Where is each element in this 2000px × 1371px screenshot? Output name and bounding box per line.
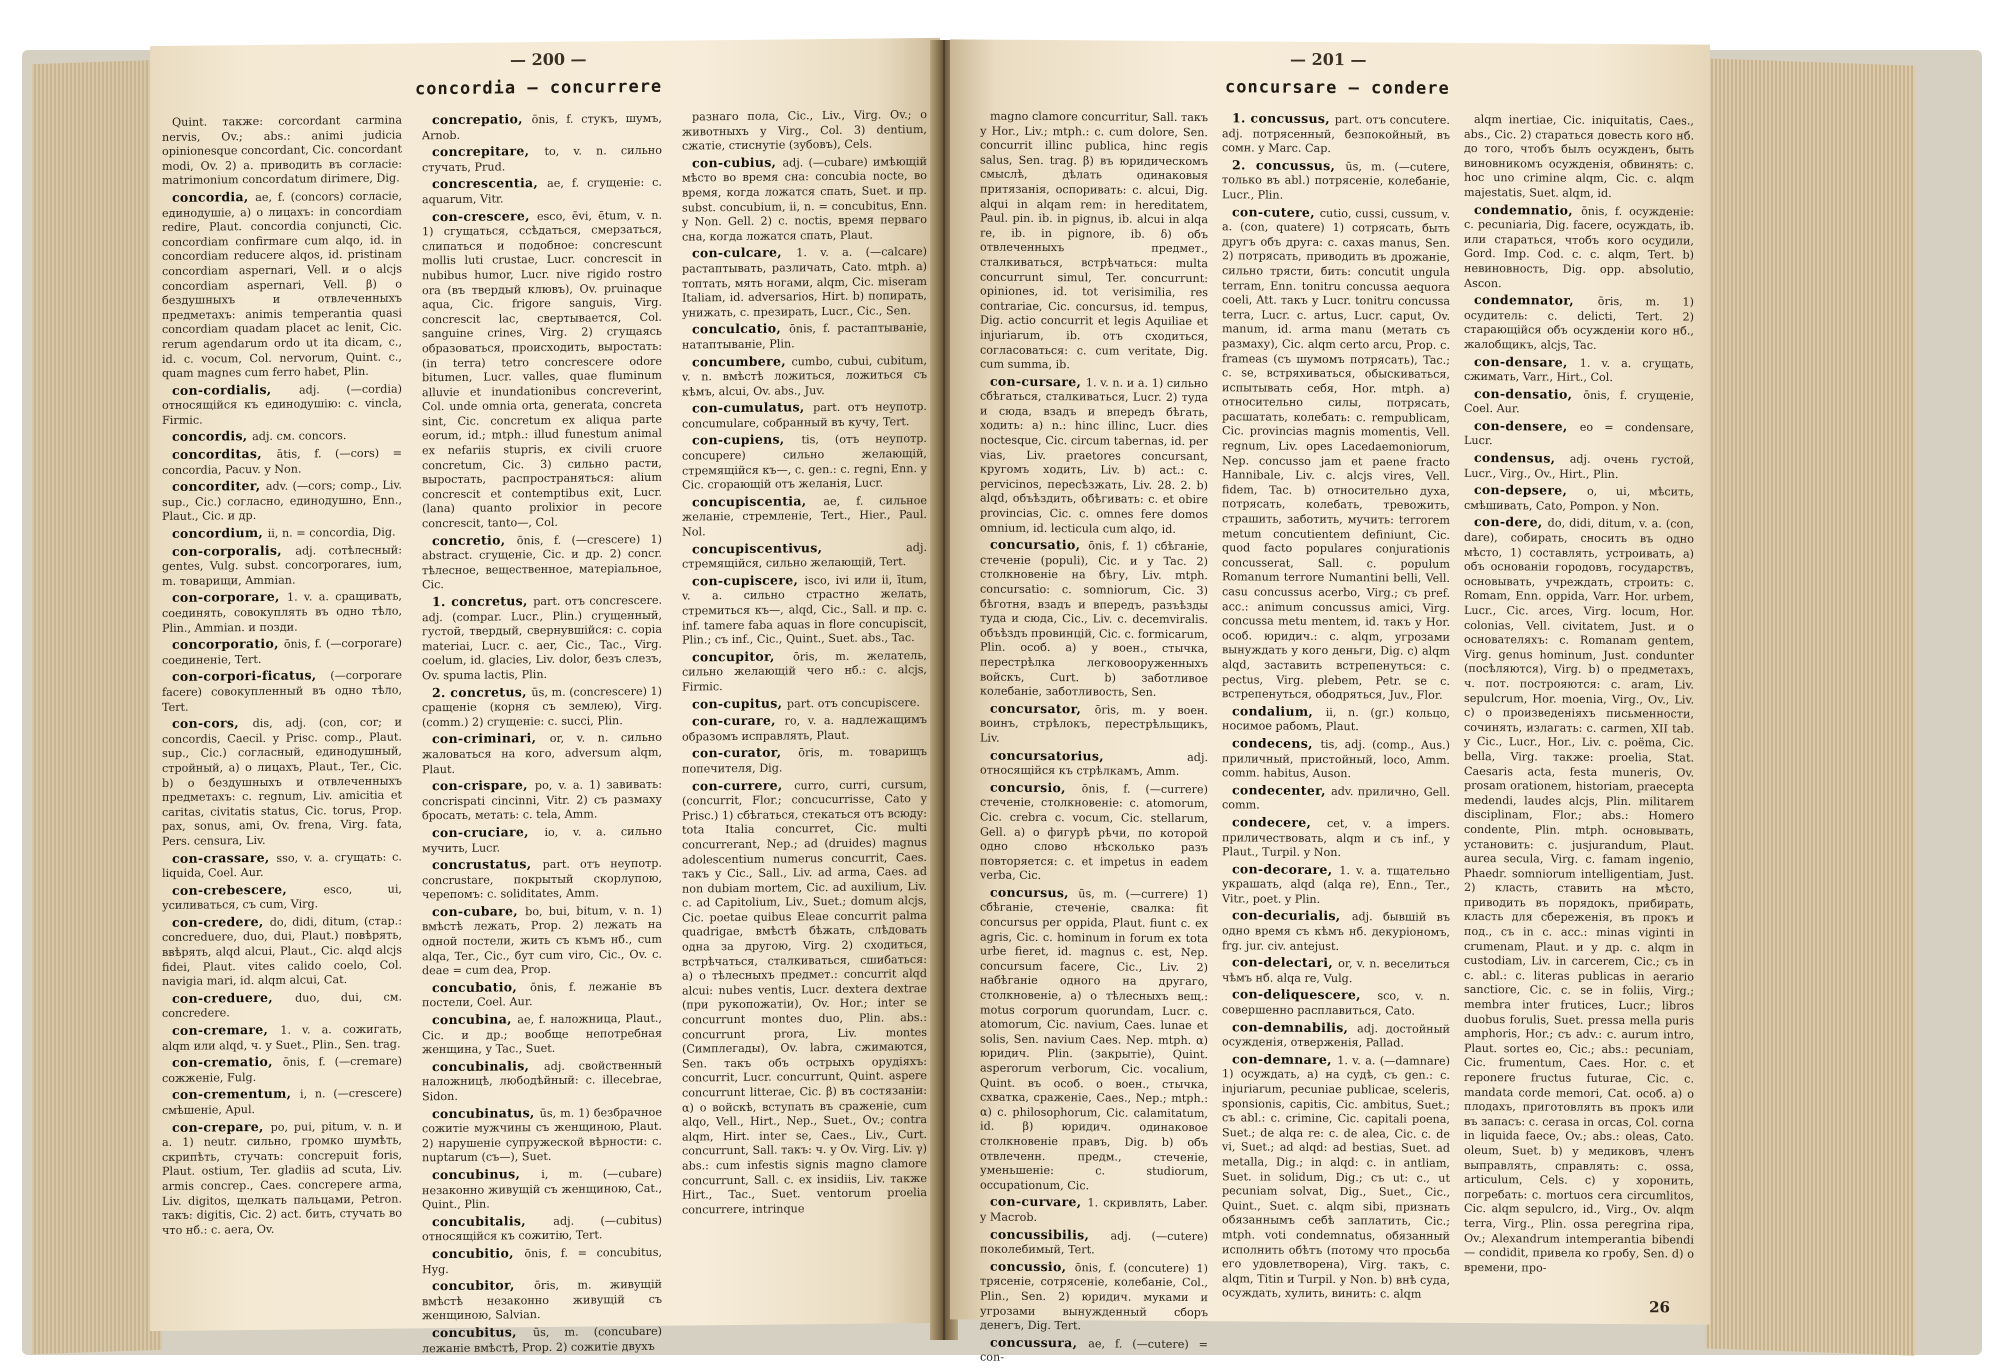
entry-headword: concursatorius, — [990, 747, 1188, 764]
entry-headword: 2. concussus, — [1232, 157, 1346, 173]
entry-headword: concubitor, — [432, 1277, 535, 1294]
entry-definition: adv. прилично, Gell. comm. — [1222, 784, 1450, 812]
entry-definition: magno clamore concurritur, Sall. такъ у Hor., Liv.; mtph.: c. cum dolore, Sen. concurrit illinc publica, hinc regis salus, Sen. trag. β) въ юридическомъ смыслѣ, дѣлать одинаковыя притязанія, оспоривать: c. alcui, Dig. alqui in alqam rem: in hereditatem, Paul. pin. ib. in pignus, ib. alcui in alqa re, ib. in pignore, ib. δ) объ отвлеченныхъ предмет., сталкиваться, встрѣчаться: multa concurrunt simul, Ter. concurrunt: opiniones, id. tot verisimilia, res contrariae, Cic. concursus, id. tempus, Dig. actio concurrit et legis Aquiliae et injuriarum, ib. отъ сходиться, согласоваться: c. cum veritate, Dig. cum summa, ib. — [980, 109, 1208, 372]
entry-definition: sso, v. a. сгущать: c. liquida, Coel. Aur. — [162, 849, 402, 881]
entry-headword: con-cupiens, — [692, 431, 802, 448]
entry-headword: con-cupitus, — [692, 695, 787, 712]
dictionary-entry — [422, 175, 662, 208]
dictionary-entry — [422, 1213, 662, 1246]
right-column-1 — [980, 109, 1208, 1365]
entry-definition: part. отъ concutere. adj. потрясенный, безпокойный, въ сомн. y Marc. Cap. — [1222, 113, 1450, 156]
entry-definition: adj. очень густой, Lucr., Virg., Ov., Hirt., Plin. — [1464, 452, 1694, 481]
entry-headword: 1. concussus, — [1232, 110, 1335, 127]
entry-definition: ātis, f. (—cors) = concordia, Pacuv. y Non. — [162, 446, 403, 477]
dictionary-entry — [422, 730, 662, 777]
left-column-3 — [682, 108, 927, 1306]
entry-headword: concorditas, — [172, 445, 277, 462]
dictionary-entry — [1222, 704, 1450, 736]
entry-headword: con-cupiscere, — [692, 572, 805, 589]
entry-definition: 1. v. a. (—calcare) растаптывать, различать, Cato. mtph. a) топтать, мять ногами, alqm, Cic. miseram Italiam, id. adversarios, Hirt. b) попирать, унижать, c. презирать, Lucr., Cic., Sen. — [682, 245, 927, 320]
dictionary-entry — [422, 531, 662, 593]
dictionary-entry — [682, 154, 927, 245]
dictionary-entry — [422, 1166, 662, 1213]
dictionary-entry — [162, 381, 402, 428]
entry-headword: concrepatio, — [432, 111, 532, 128]
entry-definition: ōris, m. товарищъ попечителя, Dig. — [682, 745, 928, 776]
entry-definition: o, ui, мѣсить, смѣшивать, Cato, Pompon. y Non. — [1464, 485, 1694, 514]
dictionary-entry — [422, 1277, 662, 1324]
dictionary-entry — [162, 1118, 402, 1238]
entry-definition: ōnis, f. (—crescere) 1) abstract. сгущеніе, Cic. и др. 2) concr. тѣлесное, вещественное, матеріальное, Cic. — [422, 532, 662, 592]
dictionary-entry — [682, 648, 927, 695]
dictionary-entry — [422, 207, 662, 532]
entry-headword: concumbere, — [692, 352, 792, 369]
left-column-2 — [422, 111, 663, 1355]
entry-definition: ōnis, f. 1) сбѣганіе, стеченіе (populi), Cic. и y Tac. 2) столкновеніе на бѣгу, Liv. mtph. concursatio: c. somniorum, Cic. 3) бѣготня, взадъ и впередъ, разъѣзды туда и сюда, Cic., Liv. c. decemviralis. объѣздъ провинцій, Cic. c. formicarum, Plin. особ. a) у воен., стычка, перестрѣлка легковооруженныхъ войскъ, Curt. b) заботливое колебаніе, заботливость, Sen. — [980, 539, 1208, 699]
entry-headword: concussio, — [990, 1258, 1075, 1274]
entry-headword: con-cruciare, — [432, 823, 545, 841]
entry-definition: adj. (—cubitus) относящійся къ сожитію, Tert. — [422, 1213, 662, 1244]
entry-headword: concretio, — [432, 531, 517, 548]
entry-definition: adj. (—cubare) имѣющій мѣсто во время сна: concubia nocte, во время, когда ложатся спать, Suet. и пр. subst. concubium, ii, n. = concubitus, Enn. y Non. Gell. 2) c. noctis, время перваго сна, когда ложатся спать, Plaut. — [682, 154, 927, 244]
dictionary-entry — [1222, 1020, 1450, 1052]
dictionary-entry — [1222, 158, 1450, 204]
entry-definition: isco, ivi или ii, ītum, v. a. сильно страстно желать, стремиться къ—, alqd, Cic., Sall. и пр. c. inf. tamere faba aquas in flore concupiscit, Plin.; съ inf., Cic., Quint., Suet. abs., Tac. — [682, 572, 927, 647]
entry-headword: condecere, — [1232, 814, 1328, 830]
entry-definition: ae, f. сильное желаніе, стремленіе, Tert., Hier., Paul. Nol. — [682, 493, 927, 539]
dictionary-entry — [422, 1104, 662, 1166]
entry-definition: adj. свойственный наложницѣ, любодѣйный: c. illecebrae, Sidon. — [422, 1058, 662, 1104]
entry-headword: concursio, — [990, 779, 1082, 795]
entry-definition: or, v. n. веселиться чѣмъ нб. alqa re, Vulg. — [1222, 957, 1450, 986]
entry-definition: ōris, m. живущій вмѣстѣ незаконно живущій съ женщиною, Salvian. — [422, 1277, 662, 1323]
entry-headword: con-creduere, — [172, 989, 296, 1006]
entry-headword: 1. concretus, — [432, 593, 534, 610]
dictionary-entry — [422, 1324, 662, 1357]
dictionary-entry — [682, 431, 927, 493]
entry-definition: ae, f. наложница, Plaut., Cic. и др.; вообще непотребная женщина, у Tac., Suet. — [422, 1011, 662, 1057]
dictionary-entry — [980, 1227, 1208, 1259]
entry-headword: concubitus, — [432, 1324, 533, 1341]
entry-definition: adj. стремящійся, сильно желающій, Tert. — [682, 540, 927, 571]
entry-definition: ae, f. (—cutere) = con- — [980, 1336, 1208, 1365]
entry-definition: ūs, m. (concrescere) 1) сращеніе (корня съ землею), Virg. (comm.) 2) сгущеніе: c. succi, Plin. — [422, 684, 663, 730]
dictionary-entry — [1222, 111, 1450, 157]
dictionary-entry — [980, 1335, 1208, 1367]
dictionary-entry — [682, 493, 927, 540]
dictionary-entry — [682, 540, 927, 573]
dictionary-entry — [162, 849, 402, 882]
entry-definition: bo, bui, bitum, v. n. 1) вмѣстѣ лежать, Prop. 2) лежать на одной постели, жить съ къмъ нб., cum alqa, Ter., Cic., бут cum viro, Cic., Ov. c. deae = cum dea, Prop. — [422, 903, 662, 978]
dictionary-entry — [422, 143, 662, 176]
dictionary-entry — [1464, 419, 1694, 451]
entry-definition: ūs, m. (—currere) 1) сбѣганіе, стеченіе, свалка: fit concursus per oppida, Plaut. fiunt c. ex agris, Cic. c. hominum in forum ex tota urbe fieret, id. magnus c. est, Nep. concursum facere, Cic., Liv. 2) набѣганіе одного на другаго, столкновеніе, а) о тѣлесныхъ вещ.: motus corporum quorundam, Lucr. c. atomorum, Cic. navium, Caes. lunae et solis, Sen. navium Caes. Nep. mtph. α) юридич. Plin. (закрытіе), Quint. asperorum verborum, Cic. vocalium, Quint. въ особ. о воен., стычка, схватка, сраженіе, Caes., Nep.; mtph.: α) c. philosophorum, Cic. calamitatum, id. β) юридич. одинаковое столкновеніе правъ, Dig. b) объ отвлеченн. предм., стеченіе, уменьшеніе: c. studiorum, occupationum, Cic. — [980, 887, 1208, 1193]
entry-definition: ōnis, f. осужденіе: c. pecuniaria, Dig. facere, осуждать, ib. или стараться, чтобъ кого осудили, Gord. Imp. Cod. c. c. alqm, Tert. b) невиновность, Dig. opp. absolutio, Ascon. — [1464, 204, 1694, 290]
dictionary-entry — [422, 111, 662, 144]
entry-definition: adv. (—cors; comp., Liv. sup., Cic.) согласно, единодушно, Enn., Plaut., Cic. и др. — [162, 478, 402, 524]
entry-headword: condecenter, — [1232, 782, 1332, 798]
entry-headword: concordia, — [172, 189, 256, 205]
entry-definition: part. отъ concrescere. adj. (compar. Lucr., Plin.) сгущенный, густой, твердый, свернувшійся: c. copia materiai, Lucr. c. aer, Cic., Tac., Virg. coelum, id. glacies, Liv. dolor, безъ слезъ, Ov. spuma lactis, Plin. — [422, 593, 662, 683]
dictionary-entry — [162, 525, 402, 543]
entry-definition: or, v. n. сильно жаловаться на кого, adversum alqm, Plaut. — [422, 731, 662, 776]
dictionary-entry — [980, 110, 1208, 374]
entry-headword: condemnator, — [1474, 292, 1598, 308]
entry-definition: part. отъ неупотр. concrustare, покрытый скорлупою, черепомъ: c. soliditates, Amm. — [422, 856, 662, 902]
entry-definition: adj. (—cordia) относящійся къ единодушію: c. vincla, Firmic. — [162, 382, 402, 427]
dictionary-entry — [1464, 515, 1694, 1276]
entry-definition: adj. относящійся къ стрѣлкамъ, Amm. — [980, 750, 1208, 779]
entry-definition: ōris, m. 1) осудитель: c. delicti, Tert. 2) старающійся объ осужденіи кого нб., жалобщикъ, alcjs, Tac. — [1464, 294, 1694, 352]
entry-headword: con-cremare, — [172, 1021, 281, 1038]
entry-definition: i, n. (—crescere) смѣшеніе, Apul. — [162, 1086, 403, 1118]
entry-headword: concubitio, — [432, 1245, 525, 1262]
entry-headword: con-demnabilis, — [1232, 1018, 1358, 1035]
entry-definition: adj. (—cutere) поколебимый, Tert. — [980, 1228, 1208, 1257]
dictionary-entry — [980, 374, 1208, 537]
entry-definition: 1. v. a. тщательно украшать, alqd (alqa re), Enn., Ter., Vitr., poet. y Plin. — [1222, 863, 1451, 906]
entry-definition: to, v. n. сильно стучать, Prud. — [422, 143, 662, 175]
entry-headword: con-curator, — [692, 744, 799, 761]
dictionary-entry — [162, 1022, 402, 1055]
entry-headword: con-corporalis, — [172, 542, 296, 559]
entry-definition: ūs, m. (—cutere, только въ abl.) потрясеніе, колебаніе, Lucr., Plin. — [1222, 159, 1450, 202]
entry-headword: concupiscentivus, — [692, 538, 907, 557]
entry-definition: 1. v. n. и a. 1) сильно сбѣгаться, сталкиваться, Lucr. 2) туда и сюда, взадъ и впередъ бѣгать, ходить: a) n.: hinc illinc, Lucr. dies noctesque, Cic. circum tabernas, id. per vias, Liv. praetores concursant, кругомъ ходить, Liv. b) act.: c. pervicinos, пересѣзжать, Liv. 28. 2. b) alqd, объѣздить, обѣгивать: c. et obire provincias, Cic. c. omnes fere domos omnium, id. lecticula cum alqo, id. — [980, 375, 1208, 536]
entry-definition: adj. бывшій въ одно время съ кѣмъ нб. декуріономъ, frg. jur. civ. antejust. — [1222, 910, 1450, 953]
entry-definition: 1. v. a. сгущать, сжимать, Varr., Hirt., Col. — [1464, 356, 1694, 385]
entry-headword: concrepitare, — [432, 143, 545, 160]
entry-definition: i, m. (—cubare) незаконно живущій съ женщиною, Cat., Quint., Plin. — [422, 1166, 662, 1212]
entry-headword: concursator, — [990, 700, 1095, 717]
entry-definition: ōnis, f. (concutere) 1) трясеніе, сотрясеніе, колебаніе, Col., Plin., Sen. 2) юридич. муками и угрозами вынужденный сборъ денегъ, Dig. Tert. — [980, 1260, 1208, 1333]
dictionary-entry — [980, 701, 1208, 747]
dictionary-entry — [162, 668, 402, 715]
entry-definition: part. отъ неупотр. concumulare, собранный въ кучу, Tert. — [682, 400, 927, 431]
dictionary-entry — [682, 744, 927, 777]
dictionary-entry — [682, 399, 927, 432]
dictionary-entry — [162, 989, 402, 1022]
entry-headword: con-decorare, — [1232, 861, 1340, 877]
dictionary-entry — [1222, 815, 1450, 861]
entry-definition: adj. достойный осужденія, отверженія, Pallad. — [1222, 1021, 1450, 1050]
entry-definition: 1. v. a. сращивать, соединять, совокуплять въ одно тѣло, Plin., Ammian. и позди. — [162, 589, 402, 635]
dictionary-entry — [422, 856, 662, 903]
dictionary-entry — [162, 113, 402, 188]
dictionary-entry — [980, 748, 1208, 780]
entry-definition: cutio, cussi, cussum, v. a. (con, quatere) 1) сотрясать, быть другъ объ друга: c. caxas manus, Sen. 2) потрясать, приводить въ дрожаніе, сильно трясти, бить: concutit ungula terram, Enn. tonitru concussa aequora coeli, Att. такъ у Lucr. tonitru concussa terra, Lucr. c. artus, Lucr. caput, Ov. manum, id. arma manu (метать съ размаху), Cic. alqm certo arcu, Prop. c. frameas (съ шумомъ потрясать), Tac.; c. se, встряхиваться, обыскиваться, испытывать себя, Hor. mtph. a) относительно силы, потрясать, расшатать, колебать: c. rempublicam, Cic. provincias magnis momentis, Vell. regnum, Liv. opes Lacedaemoniorum, Nep. concusso jam et paene fracto Hannibale, Liv. c. alcjs vires, Vell. fidem, Tac. b) относительно духа, потрясать, колебать, тревожить, страшить, заботить, мучить: terrorem metum concutientem definiunt, Cic. quod facto populares conjurationis concusserat, Sall. c. populum Romanum terrore Numantini belli, Vell. casu concussus acerbo, Virg.; съ pref. acc.: animum concussus amici, Virg. concussa metu mentem, id. такъ у Hor. особ. юридич.: c. alqm, угрозами вынуждать у кого деньги, Dig. c) alqm alqd, заставить встрепенуться: c. pectus, Virg. plebem, Petr. se c. встрепенуться, ободряться, Juv., Flor. — [1222, 206, 1451, 702]
entry-headword: con-culcare, — [692, 244, 797, 261]
dictionary-entry — [422, 777, 662, 824]
dictionary-entry — [1464, 483, 1694, 515]
dictionary-entry — [162, 542, 402, 589]
dictionary-entry — [422, 1011, 662, 1058]
dictionary-entry — [162, 188, 402, 381]
entry-definition: 1. v. a. (—damnare) 1) осуждать, а) на судѣ, съ gen.: c. injuriarum, pecuniae publicae, sceleris, sponsionis, capitis, Cic. ambitus, Suet.; съ abl.: c. crimine, Cic. capitali poena, Suet.; de alqa re: c. de alea, Cic. c. de vi, Suet.; ad alqd: ad bestias, Suet. ad metalla, Dig.; in alqd: c. in antliam, Suet. in solidum, Dig.; съ ut: c., ut pecuniam solvat, Dig., Suet., Cic., Quint., Suet. c. alqm sibi, признать обязаннымъ себѣ заплатить, Cic.; mtph. voti condemnatus, обязанный исполнить обѣтъ (потому что просьба его удовлетворена), Virg. такъ, c. alqm, Titin и Turpil. у Non. b) внѣ суда, осуждать, хулить, винить: c. alqm — [1222, 1053, 1450, 1301]
entry-headword: concussibilis, — [990, 1226, 1111, 1242]
entry-headword: con-crematio, — [172, 1053, 283, 1071]
entry-headword: condalium, — [1232, 703, 1326, 719]
entry-definition: esco, ui, усиливаться, съ cum, Virg. — [162, 882, 402, 913]
entry-definition: ōnis, f. (—cremare) сожженіе, Fulg. — [162, 1054, 402, 1085]
right-running-head: concursare – condere — [1225, 77, 1450, 99]
entry-headword: con-currere, — [692, 776, 795, 793]
dictionary-entry — [980, 538, 1208, 701]
entry-definition: dis, adj. (con, cor; и concordis, Caecil. y Prisc. comp., Plaut. sup., Cic.) согласный, единодушный, стройный, а) о лицахъ, Plaut., Ter., Cic. b) о бездушныхъ и отвлеченныхъ предметахъ: c. regnum, Liv. amicitia et caritas, civitatis status, Cic. torus, Prop. pax, sonus, ami, Ov. frena, Virg. fata, Pers. censura, Liv. — [162, 715, 402, 848]
entry-headword: concupitor, — [692, 648, 794, 665]
entry-definition: ōnis, f. (—currere) стеченіе, столкновеніе: c. atomorum, Cic. crebra c. vocum, Cic. stellarum, Gell. a) о фигурѣ рѣчи, по которой одно слово нѣсколько разъ повторяется: c. et impetus in eadem verba, Cic. — [980, 781, 1208, 883]
entry-headword: con-cors, — [172, 715, 253, 732]
entry-headword: con-corpori-ficatus, — [172, 667, 331, 685]
entry-definition: ūs, m. (concubare) лежаніе вмѣстѣ, Prop. 2) сожитіе двухъ — [422, 1324, 662, 1355]
entry-definition: Quint. также: corcordant carmina nervis, Ov.; abs.: animi judicia opinionesque concordant, Cic. concordant modi, Ov. 2) а. приводить въ согласіе: matrimonium concordatum dirimere, Dig. — [162, 113, 402, 188]
dictionary-entry — [162, 881, 402, 914]
entry-headword: con-criminari, — [432, 730, 550, 747]
entry-headword: con-corporare, — [172, 589, 287, 606]
entry-headword: concubatio, — [432, 978, 531, 996]
entry-definition: разнаго пола, Cic., Liv., Virg. Ov.; о животныхъ у Virg., Col. 3) dentium, сжатіе, стиснутіе (зубовъ), Cels. — [682, 107, 927, 153]
dictionary-entry — [1222, 205, 1450, 704]
entry-definition: sco, v. n. совершенно расплавиться, Cato. — [1222, 989, 1450, 1018]
dictionary-entry — [162, 636, 402, 669]
entry-headword: con-demnare, — [1232, 1051, 1338, 1067]
dictionary-entry — [1222, 909, 1450, 955]
right-column-3 — [1464, 113, 1694, 1305]
entry-definition: tis, (отъ неупотр. concupere) сильно желающій, стремящійся къ—, c. gen.: c. regni, Enn. y Cic. сгорающій отъ желанія, Lucr. — [682, 432, 927, 492]
dictionary-entry — [682, 777, 927, 1218]
dictionary-entry — [682, 352, 927, 399]
dictionary-entry — [980, 1259, 1208, 1335]
dictionary-entry — [422, 593, 662, 684]
entry-definition: curro, curri, cursum, (concurrit, Flor.; concucurrisse, Cato y Prisc.) 1) сбѣгаться, стекаться отъ всюду: tota Italia concurret, Cic. multi concurrerant, Nep.; ad (druides) magnus adolescentium numerus concurrit, Caes. такъ у Cic., Sall., Liv. ad arma, Caes. ad non dubiam mortem, Cic. ad auxilium, Liv. c. ad Capitolium, Liv., Suet.; domum alcjs, Cic. poetae quibus Eleae concurrit palma quadrigae, вмѣстѣ бѣжать, слѣдовать одна за другою, Virg. 2) сходиться, встрѣчаться, сталкиваться, сшибаться: а) о тѣлесныхъ предмет.: concurrit alqd alcui: nubes ventis, Lucr. dextera dextrae (при рукопожатіи), Ov. Hor.; inter se concurrunt montes duo, Plin. abs.: concurrunt prora, Liv. montes (Симплегады), Ov. labra, сжимаются, Sen. такъ объ острыхъ орудіяхъ: concurrit, Lucr. concurrunt, Quint. aspere concurrunt litterae, Cic. β) въ состязаніи: α) о войскѣ, вступать въ сраженіе, cum alqo, Vell., Hirt., Nep., Suet., Ov.; contra alqm, Hirt. inter se, Caes., Liv., Curt. concurrunt, Sall. такъ: ч. у Ov. Virg. Liv. γ) abs.: cum infestis signis magno clamore concurrunt, Sall. c. ex insidiis, Liv. также Hirt., Tac., Suet. ventorum proelia concurrere, intrinque — [682, 777, 928, 1217]
dictionary-entry — [682, 695, 927, 713]
dictionary-entry — [422, 1245, 662, 1278]
entry-definition: 1. скривлять, Laber. y Macrob. — [980, 1196, 1208, 1224]
dictionary-entry — [162, 913, 402, 989]
entry-headword: concupiscentia, — [692, 492, 824, 510]
dictionary-entry — [980, 885, 1208, 1194]
entry-headword: concordis, — [172, 428, 253, 445]
dictionary-entry — [682, 572, 927, 649]
entry-definition: ōris, m. у воен. воинъ, стрѣлокъ, перестрѣльщикъ, Liv. — [980, 703, 1208, 745]
entry-definition: ōnis, f. стукъ, шумъ, Arnob. — [422, 111, 662, 142]
entry-headword: con-cubare, — [432, 903, 526, 920]
entry-headword: concubinalis, — [432, 1057, 545, 1074]
dictionary-entry — [162, 589, 402, 636]
entry-headword: con-cordialis, — [172, 381, 299, 398]
entry-definition: eo = condensare, Lucr. — [1464, 420, 1694, 448]
left-column-1 — [162, 113, 402, 1311]
dictionary-entry — [162, 478, 402, 525]
entry-headword: concubinus, — [432, 1166, 542, 1183]
right-page-foot-number: 26 — [1649, 1298, 1670, 1317]
entry-headword: con-curvare, — [990, 1193, 1088, 1210]
entry-definition: do, didi, ditum, (стар.: concreduere, duo, dui, Plaut.) повѣрять, ввѣрять, alqd alcui, Plaut., Cic. alqd alcjs fidei, Plaut. vites calido coelo, Col. navigia mari, id. alqm alcui, Cat. — [162, 914, 402, 989]
entry-definition: (—corporare facere) совокупленный въ одно тѣло, Tert. — [162, 668, 402, 714]
entry-headword: con-credere, — [172, 913, 270, 930]
dictionary-entry — [1222, 862, 1450, 908]
entry-headword: concursus, — [990, 884, 1079, 901]
entry-headword: condecens, — [1232, 735, 1321, 751]
entry-headword: concursatio, — [990, 536, 1089, 553]
entry-headword: concubitalis, — [432, 1212, 554, 1229]
dictionary-entry — [1464, 293, 1694, 354]
entry-definition: duo, dui, см. concredere. — [162, 990, 402, 1021]
entry-definition: ūs, m. 1) безбрачное сожитіе мужчины съ женщиною, Plaut. 2) нарушеніе супружеской вѣрности: c. nuptarum (съ—), Suet. — [422, 1105, 662, 1165]
dictionary-entry — [1222, 988, 1450, 1020]
dictionary-entry — [422, 824, 662, 857]
entry-definition: ōnis, f. растаптываніе, натаптываніе, Plin. — [682, 321, 927, 352]
entry-headword: con-cutere, — [1232, 203, 1320, 220]
entry-headword: con-dere, — [1474, 514, 1548, 530]
dictionary-entry — [980, 780, 1208, 885]
dictionary-entry — [422, 979, 662, 1012]
dictionary-entry — [1464, 113, 1694, 202]
entry-definition: ae, f. сгущеніе: c. aquarum, Vitr. — [422, 176, 662, 207]
entry-headword: con-densere, — [1474, 417, 1580, 434]
dictionary-entry — [1464, 387, 1694, 419]
entry-headword: concubina, — [432, 1011, 518, 1028]
entry-definition: po, v. a. 1) завивать: concrispati cincinni, Vitr. 2) съ размаху бросать, метать: c. tela, Amm. — [422, 777, 662, 823]
entry-definition: adj. см. concors. — [252, 429, 347, 444]
dictionary-entry — [162, 1054, 402, 1087]
entry-headword: con-cubius, — [692, 154, 783, 171]
dictionary-entry — [682, 244, 927, 321]
entry-headword: concordium, — [172, 524, 268, 541]
left-running-head: concordia – concurrere — [415, 76, 663, 100]
entry-definition: ōnis, f. = concubitus, Hyg. — [422, 1245, 663, 1276]
dictionary-entry — [162, 715, 402, 850]
entry-definition: ōnis, f. (—corporare) соединеніе, Tert. — [162, 636, 402, 667]
dictionary-entry — [1222, 736, 1450, 782]
dictionary-entry — [980, 1195, 1208, 1227]
dictionary-entry — [162, 1086, 402, 1119]
entry-headword: conculcatio, — [692, 320, 790, 337]
entry-headword: con-crispare, — [432, 777, 535, 794]
entry-headword: con-deliquescere, — [1232, 986, 1378, 1003]
entry-definition: esco, ēvi, ētum, v. n. 1) сгущаться, ссѣдаться, смерзаться, слипаться и подобное: concrescunt mollis luti crustae, Lucr. concrescit in nubibus humor, Lucr. nive rigido rostro ora (въ твердый клювъ), Ov. pruinaque aqua, Cic. frigore sanguis, Virg. concrescit lac, свертывается, Col. sanguine crines, Virg. 2) сгущаясь образоваться, происходить, выростать: (in terra) tetro concrescere odore bitumen, Lucr. valles, quae fluminum alluvie et inundationibus concreverint, Col. unde omnia orta, generata, concreta sint, Cic. concretum ex aliqua parte eorum, id.; mtph.: illud funestum animal ex nefariis stupris, ex civili cruore concretum, Cic. 3) сильно расти, выростать, распространяться: alium concrescit et contemptibus exit, Lucr. (lana) quanto prolixior in pecore concrescit, tanto—, Col. — [422, 208, 663, 531]
entry-headword: con-densare, — [1474, 353, 1580, 370]
entry-definition: tis, adj. (comp., Aus.) приличный, пристойный, loco, Amm. comm. habitus, Auson. — [1222, 737, 1450, 781]
entry-definition: cet, v. a impers. приличествовать, alqm и съ inf., y Plaut., Turpil. у Non. — [1222, 816, 1450, 860]
entry-definition: ii, n. = concordia, Dig. — [267, 525, 396, 540]
entry-definition: 1. v. a. сожигать, alqm или alqd, ч. у Suet., Plin., Sen. trag. — [162, 1022, 403, 1053]
entry-definition: part. отъ concupiscere. — [786, 695, 920, 711]
left-page-edges — [32, 60, 162, 1355]
entry-headword: con-cumulatus, — [692, 399, 814, 416]
entry-headword: concorporatio, — [172, 635, 284, 653]
entry-headword: con-cursare, — [990, 373, 1086, 389]
entry-headword: con-crescere, — [432, 207, 537, 224]
entry-definition: alqm inertiae, Cic. iniquitatis, Caes., abs., Cic. 2) стараться довесть кого нб. до того, чтобъ былъ осужденъ, быть виновникомъ осужденія, обвинять: c. hoc uno crimine alqm, Cic. c. alqm majestatis, Suet. alqm, id. — [1464, 113, 1694, 200]
dictionary-entry — [422, 1058, 662, 1105]
dictionary-entry — [162, 428, 402, 446]
left-page — [150, 38, 940, 1355]
entry-headword: condemnatio, — [1474, 201, 1582, 218]
entry-definition: ōnis, f. лежаніе въ постели, Coel. Aur. — [422, 979, 662, 1010]
entry-definition: po, pui, pitum, v. n. и a. 1) neutr. сильно, громко шумѣть, скрипѣть, стучать: concrepuit foris, Plaut. ostium, Ter. gladiis ad scuta, Liv. armis concrep., Caes. concrepere arma, Liv. digitos, щелкать пальцами, Petron. такъ: digitis, Cic. 2) act. бить, стучать во что нб.: c. aera, Ov. — [162, 1119, 403, 1237]
dictionary-entry — [682, 712, 927, 745]
entry-headword: concussura, — [990, 1334, 1089, 1350]
entry-definition: adj. сотѣлесный: gentes, Vulg. subst. concorporares, ium, m. товарищи, Ammian. — [162, 543, 402, 588]
right-column-2 — [1222, 111, 1450, 1303]
dictionary-entry — [1222, 955, 1450, 987]
dictionary-entry — [162, 446, 402, 479]
entry-headword: con-crassare, — [172, 849, 277, 866]
entry-definition: cumbo, cubui, cubitum, v. n. вмѣстѣ ложиться, ложиться съ кѣмъ, alcui, Ov. abs., Juv. — [682, 353, 927, 399]
entry-definition: ro, v. a. надлежащимъ образомъ исправлять, Plaut. — [682, 713, 928, 744]
entry-definition: ōnis, f. сгущеніе, Coel. Aur. — [1464, 388, 1695, 416]
entry-headword: con-curare, — [692, 712, 785, 729]
entry-headword: concorditer, — [172, 478, 266, 495]
entry-headword: con-depsere, — [1474, 482, 1587, 499]
entry-headword: con-crepare, — [172, 1118, 271, 1135]
entry-headword: con-crebescere, — [172, 881, 324, 898]
dictionary-entry — [422, 683, 662, 730]
entry-headword: concrescentia, — [432, 175, 548, 192]
entry-headword: concrustatus, — [432, 856, 543, 873]
entry-headword: 2. concretus, — [432, 683, 532, 700]
dictionary-entry — [682, 108, 927, 154]
entry-headword: concubinatus, — [432, 1104, 540, 1121]
dictionary-entry — [1464, 202, 1694, 292]
dictionary-entry — [1464, 354, 1694, 386]
entry-definition: ōris, m. желатель, сильно желающій чего нб.: c. alcjs, Firmic. — [682, 648, 927, 694]
entry-definition: io, v. a. сильно мучить, Lucr. — [422, 824, 662, 855]
dictionary-entry — [422, 903, 662, 979]
entry-definition: do, didi, ditum, v. a. (con, dare), собирать, сносить въ одно мѣсто, 1) составлять, устроивать, а) объ основаніи городовъ, государствъ, основывать, учреждать, строить: c. Romam, Enn. oppida, Varr. Hor. urbem, Lucr., Cic. arces, Virg. locum, Hor. colonias, Vell. civitatem, Just. и о основателяхъ: c. Romanam gentem, Virg. genus hominum, Just. condunter (посѣляются), Virg. b) о предметахъ, ч. пот. построяются: c. aram, Liv. sepulcrum, Hor. moenia, Virg., Ov., Liv. c) о произведеніяхъ письменности, сочинять, излагать: c. carmen, XII tab. y Cic., Lucr., Hor., Liv. c. poёma, Cic. bella, Virg. также: proelia, Stat. Caesaris acta, festa muneris, Ov. prosam orationem, historiam, praecepta medendi, laudes alcjs, Plin. militarem disciplinam, Flor.; abs.: Homero condente, Plin. mtph. основывать, установить: c. jusjurandum, Plaut. aurea secula, Virg. c. famam ingenio, Phaedr. somniorum intelligentiam, Just. 2) класть, ставить на мѣсто, приводить въ порядокъ, прибирать, класть для сбереженія, въ прокъ и под., съ in c. acc.: minas viginti in crumenam, Plaut. и у др. c. alqm in custodiam, Liv. in carcerem, Cic.; съ in c. abl.: c. literas publicas in aerario sanctiore, Cic. c. se in foliis, Virg.; membra inter frutices, Lucr.; libros duobus forulis, Suet. pressa mella puris amphoris, Hor.; съ adv.: c. aurum intro, Plaut. sortes eo, Cic.; abs.: pecuniam, Cic. frumentum, Caes. Hor. c. et reponere fructus futurae, Cic. c. mandata corde memori, Cat. особ. a) о плодахъ, приготовлять въ прокъ или въ запасъ: c. cerasa in orcas, Col. corna in liquida faece, Ov.; abs.: oleas, Cato. oleum, Suet. b) у медиковъ, членъ выправлять, справлять: c. ossa, articulum, Cels. c) у хоронить, погребать: c. mortuos cera circumlitos, Cic. alqm sepulcro, id., Virg., Ov. alqm terra, Virg., Plin. ossa peregrina ripa, Ov.; Alexandrum intemperantia bibendi — condidit, привела ко гробу, Sen. d) о времени, про- — [1464, 516, 1694, 1275]
left-page-number: — 200 — — [510, 49, 587, 70]
entry-headword: con-crementum, — [172, 1085, 301, 1103]
dictionary-entry — [682, 320, 927, 353]
entry-headword: con-delectari, — [1232, 954, 1339, 971]
entry-definition: ii, n. (gr.) кольцо, носимое рабомъ, Plaut. — [1222, 705, 1450, 734]
entry-headword: condensus, — [1474, 450, 1570, 466]
dictionary-entry — [1222, 783, 1450, 815]
dictionary-entry — [1222, 1052, 1450, 1303]
entry-definition: ae, f. (concors) согласіе, единодушіе, а) о лицахъ: in concordiam redire, Plaut. concordia conjuncti, Cic. concordiam confirmare cum alqo, id. in concordiam reducere alqos, id. pristinam concordiam aspernari, Vell. и о alcjs concordiam aspernari, Vell. β) о бездушныхъ и отвлеченныхъ предметахъ: animis temperantia quasi concordiam quadam placet ac lenit, Cic. rerum agendarum ordo ut ita dicam, c., id. c. vocum, Col. nervorum, Quint. c., quam magnes cum ferro habet, Plin. — [162, 189, 402, 381]
dictionary-entry — [1464, 451, 1694, 483]
entry-headword: con-decurialis, — [1232, 907, 1352, 924]
entry-headword: con-densatio, — [1474, 385, 1584, 402]
right-page-edges — [1705, 58, 1915, 1355]
right-page-number: — 201 — — [1290, 49, 1367, 70]
right-page — [950, 39, 1710, 1365]
